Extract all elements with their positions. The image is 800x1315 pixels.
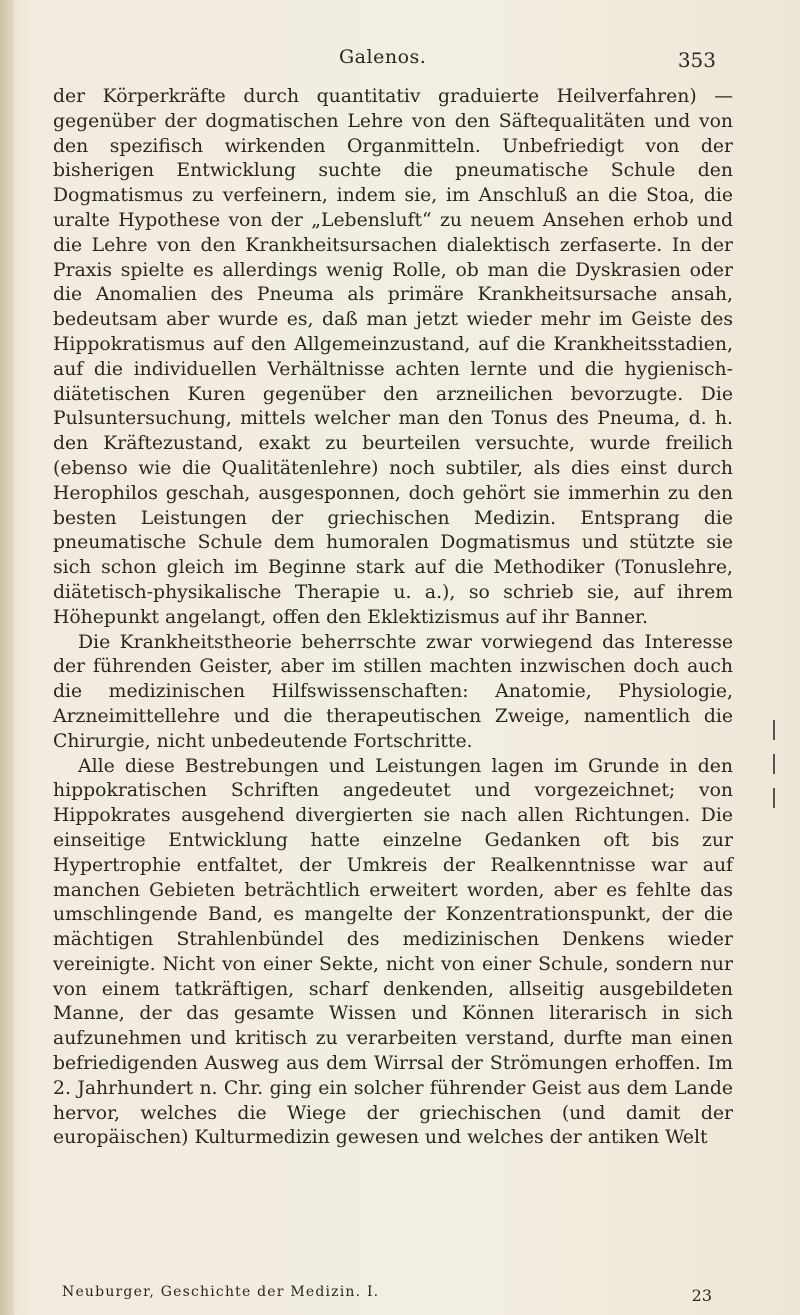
margin-mark bbox=[773, 788, 775, 808]
page-number: 353 bbox=[677, 48, 716, 72]
margin-pencil-marks bbox=[768, 720, 782, 860]
page-header bbox=[0, 46, 800, 78]
page-spine-shadow bbox=[0, 0, 14, 1315]
paragraph-3: Alle diese Bestrebungen und Leistungen lagen im Grunde in den hippokratischen Schriften angedeutet und vorgezeichnet; von Hippokrates ausgehend divergierten sie nach allen Richtungen. Die einseitige Entwicklung hatte einzelne Gedanken oft bis zur Hypertrophie entfaltet, der Umkreis der Realkenntnisse war auf manchen Gebieten beträchtlich erweitert worden, aber es fehlte das umschlingende Band, es mangelte der Konzentrationspunkt, der die mächtigen Strahlenbündel des medizinischen Denkens wieder vereinigte. Nicht von einer Sekte, nicht von einer Schule, sondern nur von einem tatkräftigen, scharf denkenden, allseitig ausgebildeten Manne, der das gesamte Wissen und Können literarisch in sich aufzunehmen und kritisch zu verarbeiten verstand, durfte man einen befriedigenden Ausweg aus dem Wirrsal der Strömungen erhoffen. Im 2. Jahrhundert n. Chr. ging ein solcher führender Geist aus dem Lande hervor, welches die Wiege der griechischen (und damit der europäischen) Kulturmedizin gewesen und welches der antiken Welt bbox=[53, 755, 733, 1149]
page-footer bbox=[62, 1284, 742, 1308]
body-text bbox=[53, 85, 733, 1151]
paragraph-2: Die Krankheitstheorie beherrschte zwar vorwiegend das Interesse der führenden Geister, aber im stillen machten inzwischen doch auch die medizinischen Hilfswissenschaften: Anatomie, Physiologie, Arzneimittellehre und die therapeutischen Zweige, namentlich die Chirurgie, nicht unbedeutende Fortschritte. bbox=[53, 631, 733, 752]
footer-book-reference: Neuburger, Geschichte der Medizin. I. bbox=[62, 1284, 380, 1300]
paragraph-1: der Körperkräfte durch quantitativ graduierte Heilverfahren) — gegenüber der dogmatischen Lehre von den Säftequalitäten und von den spezifisch wirkenden Organmitteln. Unbefriedigt von der bisherigen Entwicklung suchte die pneumatische Schule den Dogmatismus zu verfeinern, indem sie, im Anschluß an die Stoa, die uralte Hypothese von der „Lebensluft“ zu neuem Ansehen erhob und die Lehre von den Krankheitsursachen dialektisch zerfaserte. In der Praxis spielte es allerdings wenig Rolle, ob man die Dyskrasien oder die Anomalien des Pneuma als primäre Krankheitsursache ansah, bedeutsam aber wurde es, daß man jetzt wieder mehr im Geiste des Hippokratismus auf den Allgemeinzustand, auf die Krankheitsstadien, auf die individuellen Verhältnisse achten lernte und die hygienisch-diätetischen Kuren gegenüber den arzneilichen bevorzugte. Die Pulsuntersuchung, mittels welcher man den Tonus des Pneuma, d. h. den Kräftezustand, exakt zu beurteilen versuchte, wurde freilich (ebenso wie die Qualitätenlehre) noch subtiler, als dies einst durch Herophilos geschah, ausgesponnen, doch gehört sie immerhin zu den besten Leistungen der griechischen Medizin. Entsprang die pneumatische Schule dem humoralen Dogmatismus und stützte sie sich schon gleich im Beginne stark auf die Methodiker (Tonuslehre, diätetisch-physikalische Therapie u. a.), so schrieb sie, auf ihrem Höhepunkt angelangt, offen den Eklektizismus auf ihr Banner. bbox=[53, 86, 733, 628]
signature-mark: 23 bbox=[691, 1286, 712, 1305]
margin-mark bbox=[773, 754, 775, 774]
margin-mark bbox=[773, 720, 775, 740]
running-title: Galenos. bbox=[339, 46, 427, 68]
